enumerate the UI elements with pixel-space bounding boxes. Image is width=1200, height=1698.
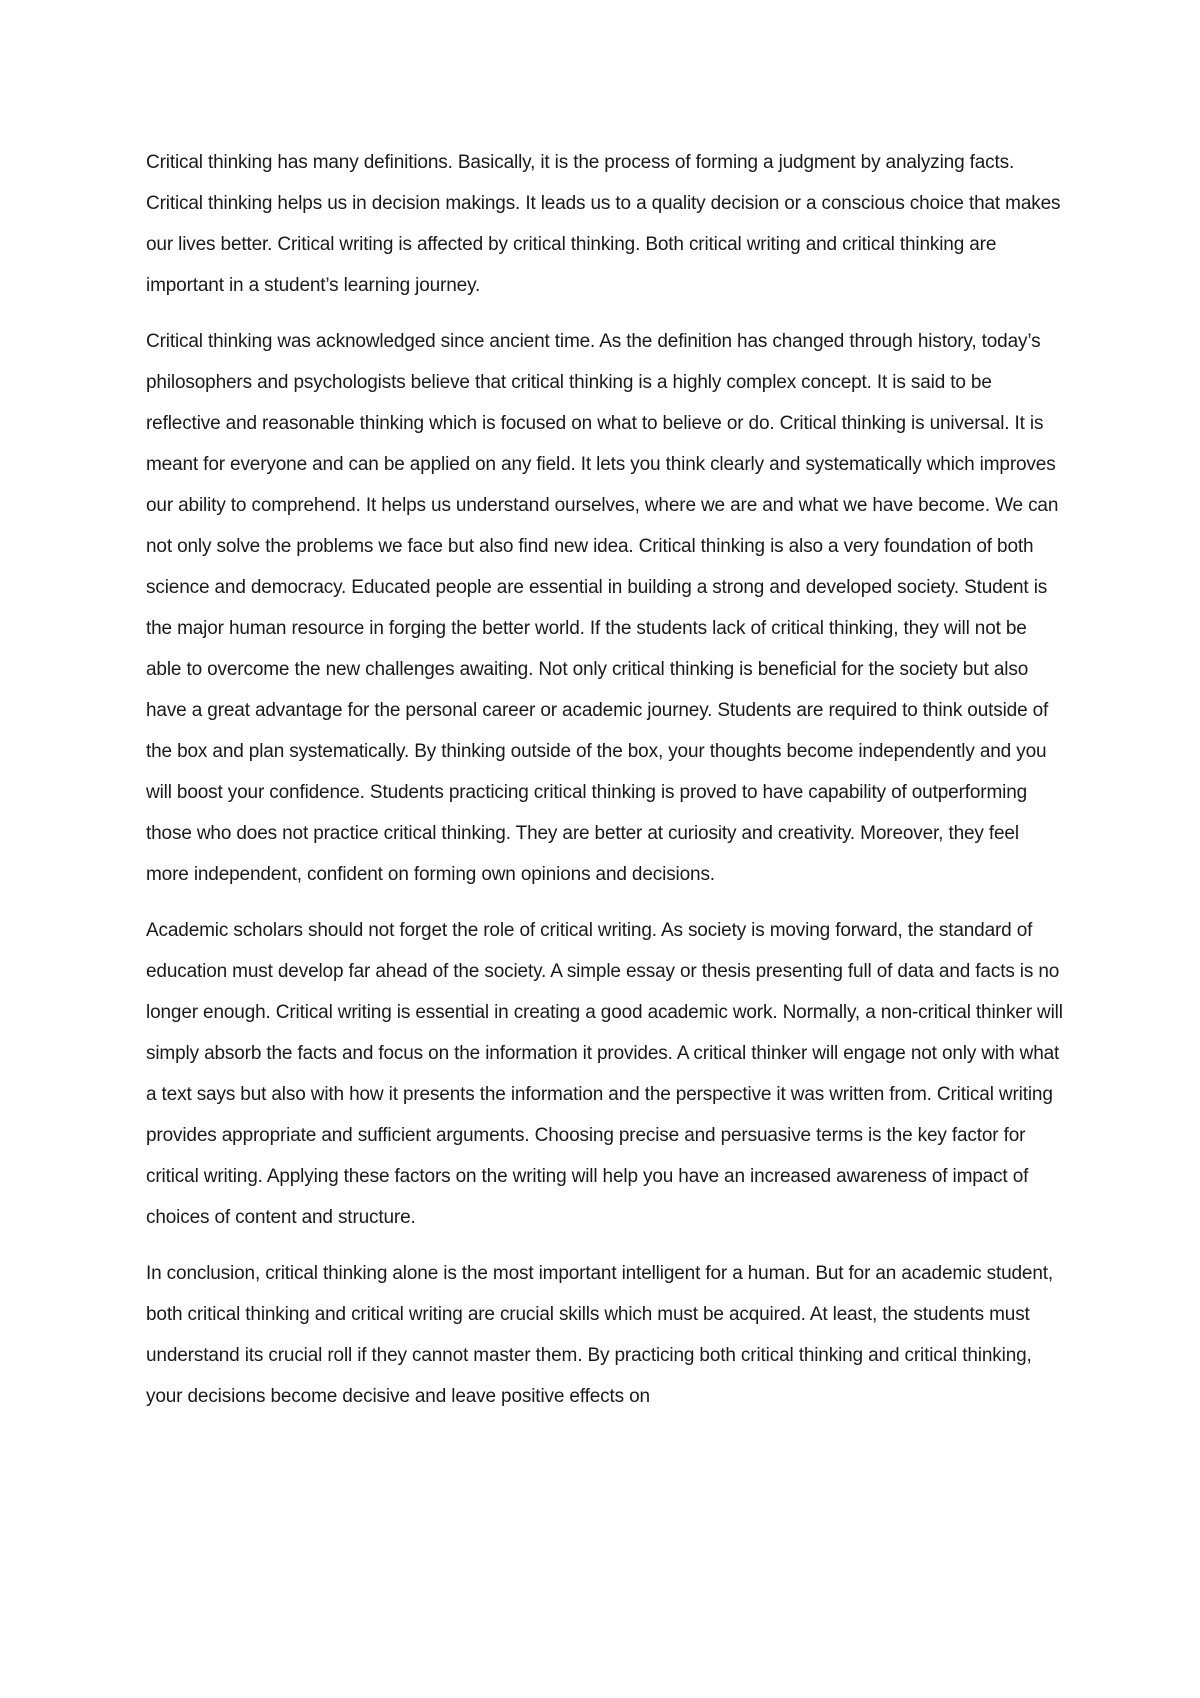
paragraph-intro: Critical thinking has many definitions. Basically, it is the process of forming a judgment by analyzing facts. Critical thinking helps us in decision makings. It leads us to a quality decision or a conscious choice that makes our lives better. Critical writing is affected by critical thinking. Both critical writing and critical thinking are important in a student’s learning journey. (146, 152, 1061, 296)
paragraph-critical-thinking: Critical thinking was acknowledged since ancient time. As the definition has changed through history, today’s philosophers and psychologists believe that critical thinking is a highly complex concept. It is said to be reflective and reasonable thinking which is focused on what to believe or do. Critical thinking is universal. It is meant for everyone and can be applied on any field. It lets you think clearly and systematically which improves our ability to comprehend. It helps us understand ourselves, where we are and what we have become. We can not only solve the problems we face but also find new idea. Critical thinking is also a very foundation of both science and democracy. Educated people are essential in building a strong and developed society. Student is the major human resource in forging the better world. If the students lack of critical thinking, they will not be able to overcome the new challenges awaiting. Not only critical thinking is beneficial for the society but also have a great advantage for the personal career or academic journey. Students are required to think outside of the box and plan systematically. By thinking outside of the box, your thoughts become independently and you will boost your confidence. Students practicing critical thinking is proved to have capability of outperforming those who does not practice critical thinking. They are better at curiosity and creativity. Moreover, they feel more independent, confident on forming own opinions and decisions. (146, 331, 1059, 885)
paragraph-critical-writing: Academic scholars should not forget the role of critical writing. As society is moving forward, the standard of education must develop far ahead of the society. A simple essay or thesis presenting full of data and facts is no longer enough. Critical writing is essential in creating a good academic work. Normally, a non-critical thinker will simply absorb the facts and focus on the information it provides. A critical thinker will engage not only with what a text says but also with how it presents the information and the perspective it was written from. Critical writing provides appropriate and sufficient arguments. Choosing precise and persuasive terms is the key factor for critical writing. Applying these factors on the writing will help you have an increased awareness of impact of choices of content and structure. (146, 920, 1063, 1228)
paragraph-conclusion: In conclusion, critical thinking alone is the most important intelligent for a human. But for an academic student, both critical thinking and critical writing are crucial skills which must be acquired. At least, the students must understand its crucial roll if they cannot master them. By practicing both critical thinking and critical thinking, your decisions become decisive and leave positive effects on (146, 1263, 1053, 1407)
document-body (146, 142, 1066, 1432)
